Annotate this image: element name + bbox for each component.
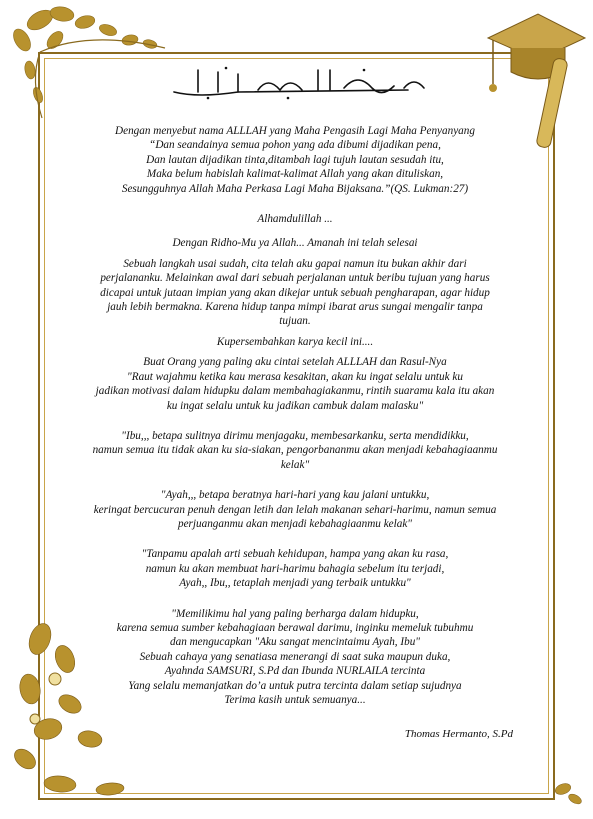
text-line: perjalananku. Melainkan awal dari sebuah perjalanan untuk beribu tujuan yang harus [100,272,490,285]
text-line: Sebuah langkah usai sudah, cita telah aku gapai namun itu bukan akhir dari [123,257,467,270]
text-line: Terima kasih untuk semuanya... [224,694,366,706]
text-line: dicapai untuk jutaan impian yang akan dikejar untuk sebuah pengharapan, agar hidup [100,286,490,299]
text-line: “Dan seandainya semua pohon yang ada dibumi dijadikan pena, [149,139,441,152]
text-line: keringat bercucuran penuh dengan letih dan lelah makanan sehari-harimu, namun semua [93,503,497,516]
ibu-paragraph [60,429,530,472]
text-line: jauh lebih bermakna. Karena hidup tanpa mimpi ibarat arus sungai mengalir tanpa [107,301,483,314]
dedication-text [60,124,530,707]
signature: Thomas Hermanto, S.Pd [404,728,513,740]
floral-corner-icon [503,699,593,819]
text-line: namun semua itu tidak akan ku sia-siakan, pengorbananmu akan menjadi kebahagiaanmu [92,444,498,457]
text-line: jadikan motivasi dalam hidupku dalam membahagiakanmu, rintih suaramu kala itu akan [95,385,495,398]
text-line: Ayah,, Ibu,, tetaplah menjadi yang terbaik untukku" [179,577,411,590]
alhamdulillah-line: Alhamdulillah ... [257,213,333,226]
text-line: perjuanganmu akan menjadi kebahagiaanmu kelak" [178,517,412,530]
tanpamu-paragraph [60,547,530,590]
text-line: Sebuah cahaya yang senatiasa menerangi di saat suka maupun duka, [139,650,451,663]
text-line: Sesungguhnya Allah Maha Perkasa Lagi Maha Bijaksana.”(QS. Lukman:27) [121,182,469,195]
text-line: Ayahnda SAMSURI, S.Pd dan Ibunda NURLAILA tercinta [164,665,426,678]
text-line: karena semua sumber kebahagiaan berawal darimu, inginku memeluk tubuhmu [116,621,474,634]
ayah-paragraph [60,488,530,531]
ridho-line: Dengan Ridho-Mu ya Allah... Amanah ini telah selesai [172,237,418,250]
text-line: kelak" [280,458,310,471]
bismillah-calligraphy-icon [168,62,430,102]
langkah-paragraph [60,257,530,329]
text-line: Yang selalu memanjatkan do’a untuk putra tercinta dalam setiap sujudnya [128,679,462,692]
text-line: "Ibu,,, betapa sulitnya dirimu menjagaku, membesarkanku, serta mendidikku, [121,429,469,442]
text-line: Maka belum habislah kalimat-kalimat Allah yang akan dituliskan, [146,168,444,181]
text-line: namun ku akan membuat hari-harimu bahagia sebelum itu terjadi, [145,562,445,575]
text-line: Dengan menyebut nama ALLLAH yang Maha Pengasih Lagi Maha Penyanyang [115,125,475,137]
text-line: "Raut wajahmu ketika kau merasa kesakitan, akan ku ingat selalu untuk ku [127,370,463,383]
text-line: Buat Orang yang paling aku cintai setelah ALLLAH dan Rasul-Nya [143,356,447,369]
text-line: "Ayah,,, betapa beratnya hari-hari yang kau jalani untukku, [160,489,430,502]
text-line: "Memilikimu hal yang paling berharga dalam hidupku, [171,607,419,620]
text-line: "Tanpamu apalah arti sebuah kehidupan, hampa yang akan ku rasa, [141,548,449,561]
memilikimu-paragraph [60,607,530,708]
text-line: Dan lautan dijadikan tinta,ditambah lagi tujuh lautan sesudah itu, [146,153,444,166]
quran-quote [60,124,530,196]
floral-corner-icon [0,0,170,120]
text-line: dan mengucapkan "Aku sangat mencintaimu Ayah, Ibu" [170,636,420,649]
text-line: ku ingat selalu untuk ku jadikan cambuk dalam malasku" [166,399,424,412]
text-line: tujuan. [279,315,311,328]
persembahan-line: Kupersembahkan karya kecil ini.... [216,335,374,348]
orang-paragraph [60,355,530,413]
